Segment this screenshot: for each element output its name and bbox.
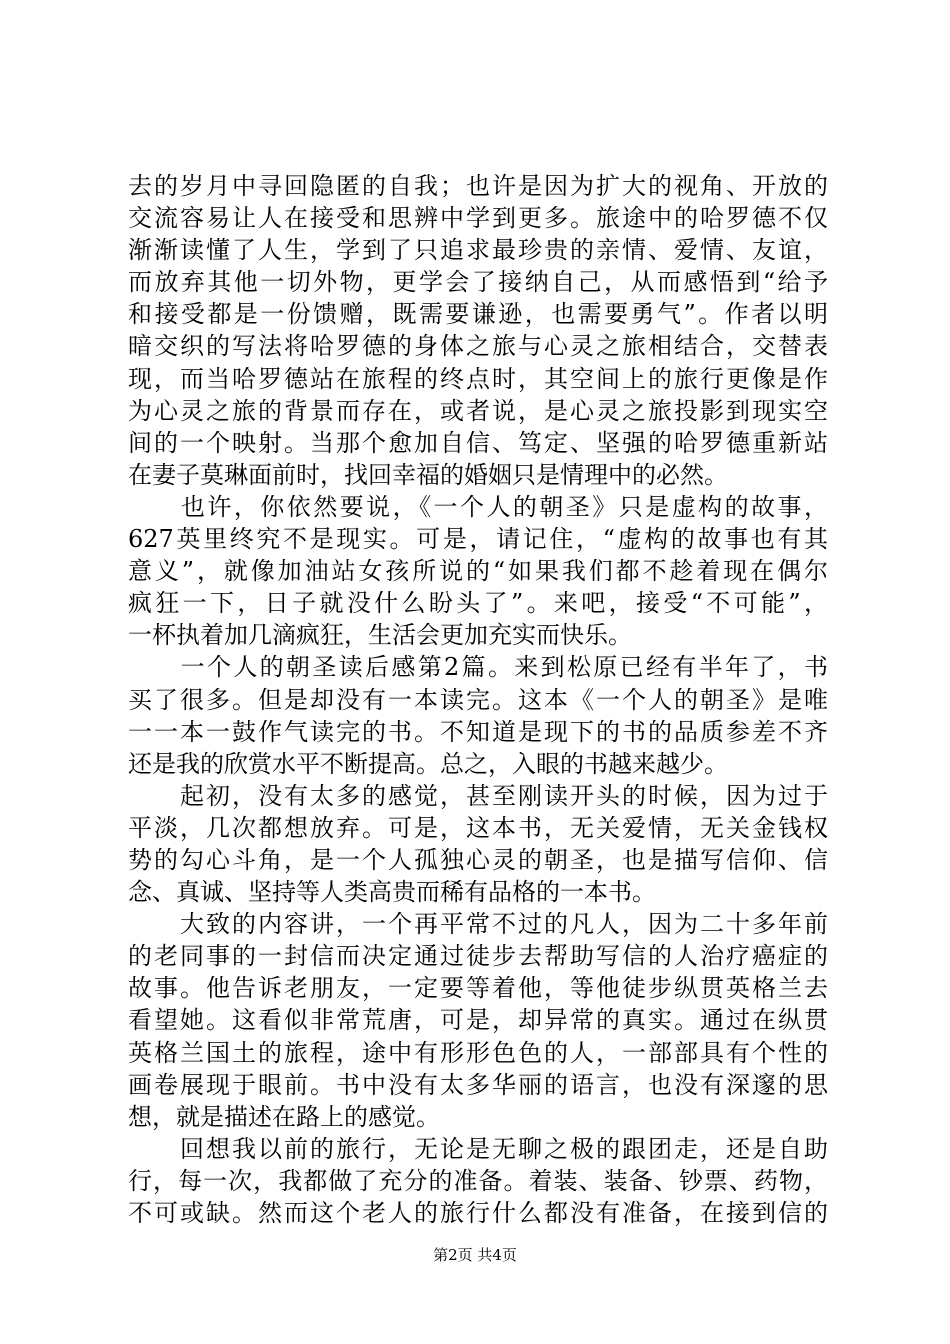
text-line: 去的岁月中寻回隐匿的自我；也许是因为扩大的视角、开放的	[128, 172, 828, 200]
text-line: 势的勾心斗角，是一个人孤独心灵的朝圣，也是描写信仰、信	[128, 845, 828, 874]
text-line: 故事。他告诉老朋友，一定要等着他，等他徒步纵贯英格兰去	[128, 974, 828, 1003]
text-line: 在妻子莫琳面前时，找回幸福的婚姻只是情理中的必然。	[128, 460, 728, 489]
text-line: 行，每一次，我都做了充分的准备。着装、装备、钞票、药物，	[128, 1166, 828, 1195]
text-line: 起初，没有太多的感觉，甚至刚读开头的时候，因为过于	[128, 781, 828, 810]
text-line: 不可或缺。然而这个老人的旅行什么都没有准备，在接到信的	[128, 1199, 828, 1227]
text-line: 意义”，就像加油站女孩所说的“如果我们都不趁着现在偶尔	[128, 557, 828, 586]
text-line: 一一本一鼓作气读完的书。不知道是现下的书的品质参差不齐	[128, 717, 828, 746]
text-line: 暗交织的写法将哈罗德的身体之旅与心灵之旅相结合，交替表	[128, 332, 828, 361]
text-line: 念、真诚、坚持等人类高贵而稀有品格的一本书。	[128, 878, 656, 907]
body-text	[128, 170, 828, 1229]
page-number-footer: 第2页 共4页	[433, 1246, 517, 1264]
text-line: 而放弃其他一切外物，更学会了接纳自己，从而感悟到“给予	[128, 268, 828, 297]
text-line: 买了很多。但是却没有一本读完。这本《一个人的朝圣》是唯	[128, 685, 828, 714]
text-line: 渐渐读懂了人生，学到了只追求最珍贵的亲情、爱情、友谊，	[128, 236, 828, 265]
text-line: 现，而当哈罗德站在旅程的终点时，其空间上的旅行更像是作	[128, 364, 828, 393]
text-line: 和接受都是一份馈赠，既需要谦逊，也需要勇气”。作者以明	[128, 300, 828, 329]
text-line: 也许，你依然要说，《一个人的朝圣》只是虚构的故事，	[128, 492, 828, 521]
text-line: 627英里终究不是现实。可是，请记住，“虚构的故事也有其	[128, 525, 828, 554]
text-line: 画卷展现于眼前。书中没有太多华丽的语言，也没有深邃的思	[128, 1070, 828, 1099]
text-line: 还是我的欣赏水平不断提高。总之，入眼的书越来越少。	[128, 749, 728, 778]
text-line: 回想我以前的旅行，无论是无聊之极的跟团走，还是自助	[128, 1134, 828, 1163]
text-line: 一个人的朝圣读后感第2篇。来到松原已经有半年了，书	[128, 653, 828, 682]
text-line: 看望她。这看似非常荒唐，可是，却异常的真实。通过在纵贯	[128, 1006, 828, 1035]
text-line: 交流容易让人在接受和思辨中学到更多。旅途中的哈罗德不仅	[128, 204, 828, 233]
text-line: 的老同事的一封信而决定通过徒步去帮助写信的人治疗癌症的	[128, 942, 828, 971]
text-line: 为心灵之旅的背景而存在，或者说，是心灵之旅投影到现实空	[128, 396, 828, 425]
text-line: 想，就是描述在路上的感觉。	[128, 1102, 440, 1131]
text-line: 英格兰国土的旅程，途中有形形色色的人，一部部具有个性的	[128, 1038, 828, 1067]
text-line: 大致的内容讲，一个再平常不过的凡人，因为二十多年前	[128, 910, 828, 939]
text-line: 疯狂一下，日子就没什么盼头了”。来吧，接受“不可能”，	[128, 589, 828, 618]
text-line: 间的一个映射。当那个愈加自信、笃定、坚强的哈罗德重新站	[128, 428, 828, 457]
text-line: 一杯执着加几滴疯狂，生活会更加充实而快乐。	[128, 621, 632, 650]
text-line: 平淡，几次都想放弃。可是，这本书，无关爱情，无关金钱权	[128, 813, 828, 842]
